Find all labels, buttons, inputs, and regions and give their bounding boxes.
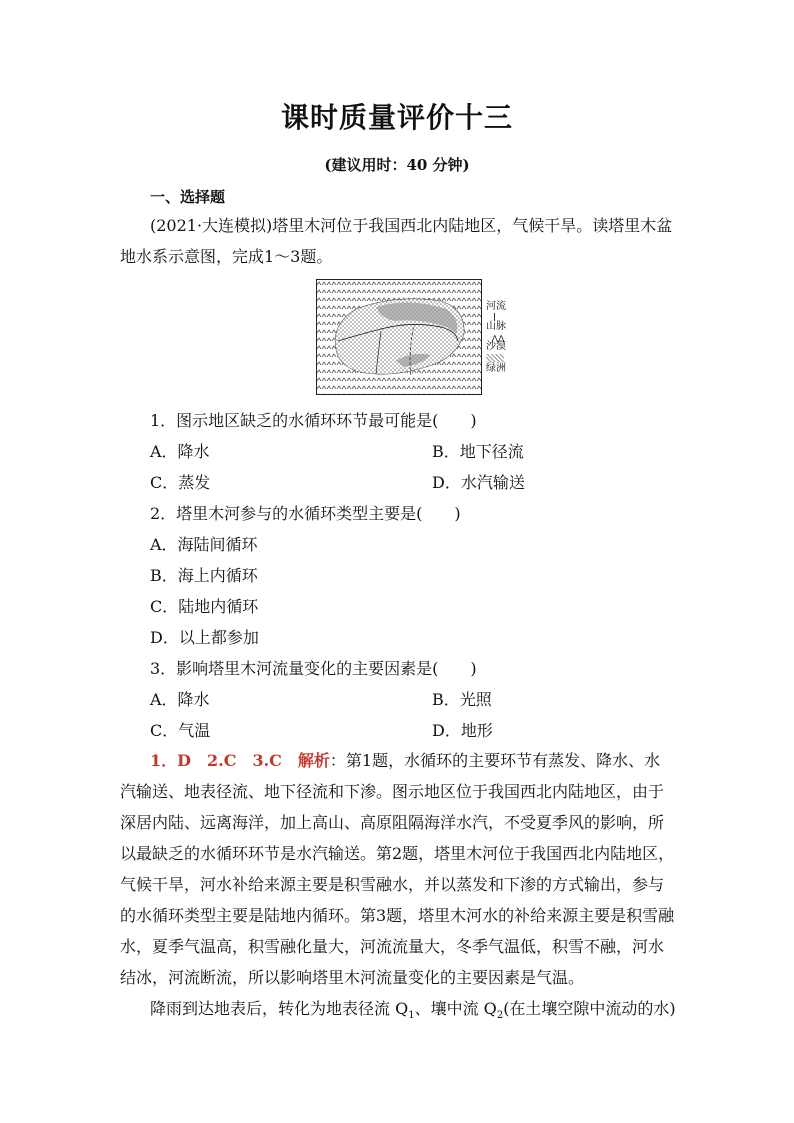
question-3-option-b: B．光照 <box>432 690 492 709</box>
answer-key: 1．D 2.C 3.C <box>150 751 282 770</box>
legend-river-symbol <box>494 313 510 321</box>
explanation-label: 解析 <box>297 751 330 770</box>
question-3-option-c: C．气温 <box>150 721 211 740</box>
subscript-1: 1 <box>408 1010 415 1022</box>
map-legend <box>486 301 510 375</box>
question-1-stem: 1．图示地区缺乏的水循环环节最可能是( ) <box>150 411 477 430</box>
question-1-option-d: D．水汽输送 <box>432 473 525 492</box>
question-1-option-b: B．地下径流 <box>432 442 524 461</box>
question-2-option-a: A．海陆间循环 <box>150 535 258 554</box>
answer-explanation <box>120 745 676 993</box>
question-1-option-c: C．蒸发 <box>150 473 211 492</box>
question-1-option-a: A．降水 <box>150 442 210 461</box>
legend-mountain: 山脉 <box>486 321 506 332</box>
rainfall-text-2: 、壤中流 Q <box>414 999 497 1018</box>
question-3-stem: 3．影响塔里木河流量变化的主要因素是( ) <box>150 659 477 678</box>
section-heading: 一、选择题 <box>150 188 226 206</box>
legend-desert-symbol <box>486 354 504 362</box>
legend-oasis: 绿洲 <box>486 363 506 374</box>
question-3-option-a: A．降水 <box>150 690 210 709</box>
map-illustration <box>316 279 486 395</box>
legend-mountain-symbol: ⋀⋀ <box>491 334 505 343</box>
question-2-stem: 2．塔里木河参与的水循环类型主要是( ) <box>150 504 461 523</box>
tarim-basin-map <box>316 279 506 395</box>
legend-river: 河流 <box>486 301 506 312</box>
subscript-2: 2 <box>496 1010 504 1022</box>
question-2-option-b: B．海上内循环 <box>150 566 258 585</box>
question-3-option-d: D．地形 <box>432 721 493 740</box>
legend-desert: 沙漠 <box>486 341 506 352</box>
suggested-time: (建议用时：40 分钟) <box>324 156 470 174</box>
rainfall-text-3: (在土壤空隙中流动的水) <box>503 999 676 1018</box>
rainfall-paragraph <box>120 993 676 1031</box>
intro-paragraph: (2021·大连模拟)塔里木河位于我国西北内陆地区，气候干旱。读塔里木盆地水系示意图，完成1～3题。 <box>120 216 673 266</box>
rainfall-text-1: 降雨到达地表后，转化为地表径流 Q <box>150 999 409 1018</box>
explanation-text: ：第1题，水循环的主要环节有蒸发、降水、水汽输送、地表径流、地下径流和下渗。图示地区位于我国西北内陆地区，由于深居内陆、远离海洋，加上高山、高原阻隔海洋水汽，不受夏季风的影响，所以最缺乏的水循环环节是水汽输送。第2题，塔里木河位于我国西北内陆地区，气候干旱，河水补给来源主要是积雪融水，并以蒸发和下渗的方式输出，参与的水循环类型主要是陆地内循环。第3题，塔里木河水的补给来源主要是积雪融水，夏季气温高，积雪融化量大，河流流量大，冬季气温低，积雪不融，河水结冰，河流断流，所以影响塔里木河流量变化的主要因素是气温。 <box>120 751 675 987</box>
question-2-option-d: D．以上都参加 <box>150 628 259 647</box>
question-2-option-c: C．陆地内循环 <box>150 597 259 616</box>
page-title: 课时质量评价十三 <box>280 101 513 134</box>
